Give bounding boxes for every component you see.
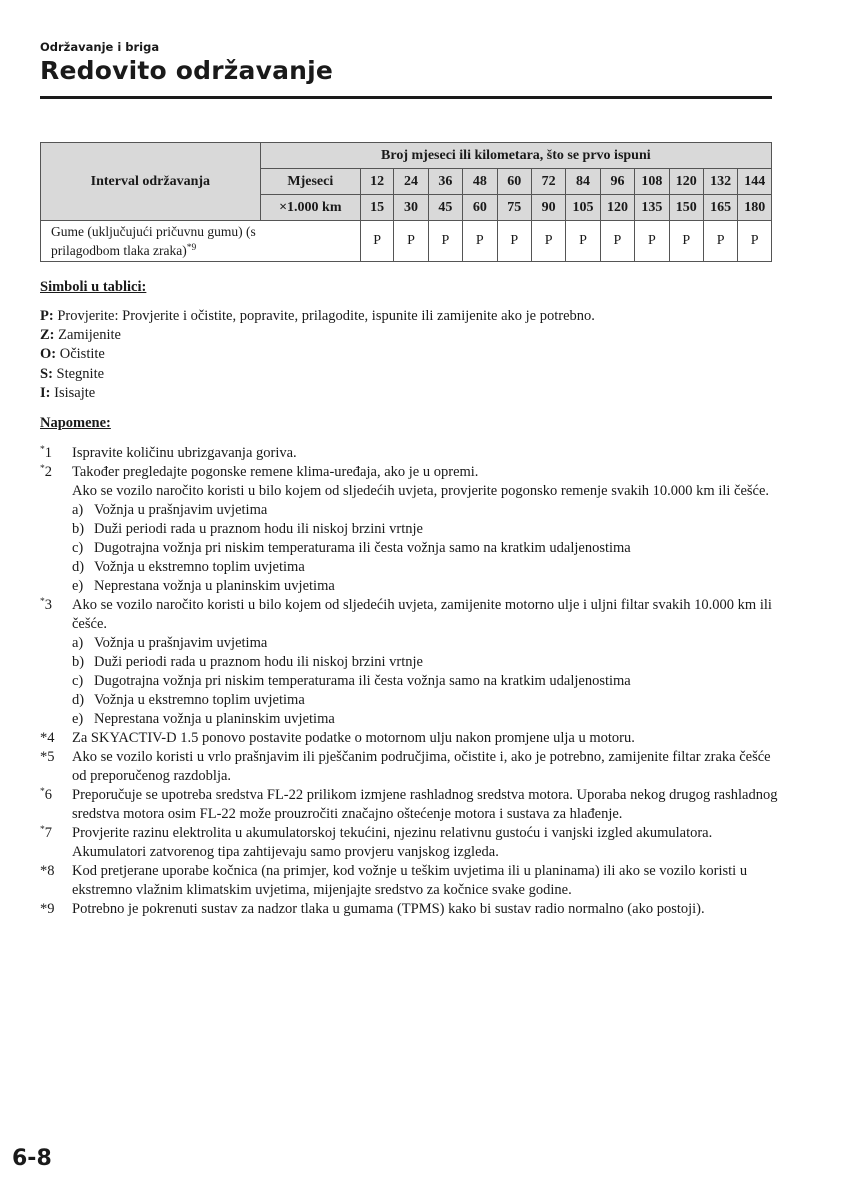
note-mark: *6 bbox=[40, 787, 52, 803]
note-text: Ako se vozilo naročito koristi u bilo kojem od sljedećih uvjeta, provjerite pogonsko remenje svakih 10.000 km ili češće. bbox=[72, 483, 770, 499]
condition-item: a) Vožnja u prašnjavim uvjetima bbox=[72, 502, 268, 518]
symbols-list bbox=[40, 307, 595, 403]
condition-item: d) Vožnja u ekstremno toplim uvjetima bbox=[72, 692, 305, 708]
symbol-item bbox=[40, 384, 595, 403]
page-number: 6-8 bbox=[12, 1146, 52, 1171]
symbol-item bbox=[40, 326, 595, 345]
table-cell: P bbox=[635, 221, 669, 262]
symbol-item bbox=[40, 365, 595, 384]
symbols-heading: Simboli u tablici: bbox=[40, 279, 147, 295]
section-label: Održavanje i briga bbox=[40, 40, 160, 54]
note-mark: *2 bbox=[40, 464, 52, 480]
km-cell: 120 bbox=[600, 195, 634, 221]
months-cell: 144 bbox=[738, 169, 772, 195]
note-text: Potrebno je pokrenuti sustav za nadzor tlaka u gumama (TPMS) kako bi sustav radio normalno (ako postoji). bbox=[72, 901, 705, 917]
condition-item: e) Neprestana vožnja u planinskim uvjetima bbox=[72, 578, 335, 594]
table-cell: P bbox=[600, 221, 634, 262]
months-cell: 120 bbox=[669, 169, 703, 195]
item-line1: Gume (uključujući pričuvnu gumu) (s bbox=[51, 224, 256, 239]
km-cell: 90 bbox=[531, 195, 565, 221]
symbol-text: Očistite bbox=[59, 346, 105, 363]
note-mark: *9 bbox=[40, 901, 55, 917]
months-cell: 132 bbox=[703, 169, 737, 195]
item-note-mark: *9 bbox=[186, 243, 197, 253]
note-mark: *3 bbox=[40, 597, 52, 613]
table-cell: P bbox=[394, 221, 428, 262]
table-cell: P bbox=[566, 221, 600, 262]
km-cell: 75 bbox=[497, 195, 531, 221]
note-7 bbox=[40, 824, 780, 862]
note-text: Također pregledajte pogonske remene klima-uređaja, ako je u opremi. bbox=[72, 464, 479, 480]
condition-item: a) Vožnja u prašnjavim uvjetima bbox=[72, 635, 268, 651]
km-label: ×1.000 km bbox=[260, 195, 360, 221]
note-mark: *8 bbox=[40, 863, 55, 879]
condition-item: b) Duži periodi rada u praznom hodu ili niskoj brzini vrtnje bbox=[72, 521, 423, 537]
symbol-key: O: bbox=[40, 346, 57, 363]
note-mark: *5 bbox=[40, 749, 55, 765]
km-cell: 165 bbox=[703, 195, 737, 221]
km-cell: 180 bbox=[738, 195, 772, 221]
months-cell: 84 bbox=[566, 169, 600, 195]
title-rule bbox=[40, 96, 772, 99]
symbol-item bbox=[40, 307, 595, 326]
note-6 bbox=[40, 786, 780, 824]
note-8 bbox=[40, 862, 780, 900]
months-cell: 24 bbox=[394, 169, 428, 195]
condition-item: e) Neprestana vožnja u planinskim uvjetima bbox=[72, 711, 335, 727]
km-cell: 105 bbox=[566, 195, 600, 221]
page-title: Redovito održavanje bbox=[40, 56, 334, 85]
table-cell: P bbox=[738, 221, 772, 262]
condition-item: b) Duži periodi rada u praznom hodu ili niskoj brzini vrtnje bbox=[72, 654, 423, 670]
km-cell: 135 bbox=[635, 195, 669, 221]
notes-list bbox=[40, 444, 780, 919]
note-4 bbox=[40, 729, 780, 748]
span-header: Broj mjeseci ili kilometara, što se prvo ispuni bbox=[260, 143, 771, 169]
table-cell: P bbox=[703, 221, 737, 262]
note-text: Ispravite količinu ubrizgavanja goriva. bbox=[72, 445, 297, 461]
note-mark: *4 bbox=[40, 730, 55, 746]
condition-item: c) Dugotrajna vožnja pri niskim temperaturama ili česta vožnja samo na kratkim udaljenostima bbox=[72, 540, 631, 556]
note-text: Provjerite razinu elektrolita u akumulatorskoj tekućini, njezinu relativnu gustoću i vanjski izgled akumulatora. Akumulatori zatvorenog tipa zahtijevaju samo provjeru vanjskog izgleda. bbox=[72, 825, 713, 860]
symbol-key: S: bbox=[40, 365, 53, 382]
km-cell: 45 bbox=[428, 195, 462, 221]
notes-heading: Napomene: bbox=[40, 415, 111, 431]
months-cell: 60 bbox=[497, 169, 531, 195]
table-cell: P bbox=[497, 221, 531, 262]
months-cell: 48 bbox=[463, 169, 497, 195]
symbol-text: Provjerite: Provjerite i očistite, popravite, prilagodite, ispunite ili zamijenite ako je potrebno. bbox=[57, 308, 595, 324]
note-text: Preporučuje se upotreba sredstva FL-22 prilikom izmjene rashladnog sredstva motora. Uporaba nekog drugog rashladnog sredstva motora osim FL-22 može prouzročiti značajno oštećenje motora i sustava za hlađenje. bbox=[72, 787, 778, 822]
table-cell: P bbox=[463, 221, 497, 262]
symbol-item bbox=[40, 345, 595, 364]
months-cell: 36 bbox=[428, 169, 462, 195]
note-2 bbox=[40, 463, 780, 596]
note-mark: *7 bbox=[40, 825, 52, 841]
symbol-key: Z: bbox=[40, 327, 55, 344]
km-cell: 30 bbox=[394, 195, 428, 221]
km-cell: 15 bbox=[360, 195, 393, 221]
km-cell: 60 bbox=[463, 195, 497, 221]
table-cell: P bbox=[360, 221, 393, 262]
note-text: Za SKYACTIV-D 1.5 ponovo postavite podatke o motornom ulju nakon promjene ulja u motoru. bbox=[72, 730, 635, 746]
table-row-item bbox=[41, 221, 361, 262]
months-cell: 72 bbox=[531, 169, 565, 195]
symbol-key: I: bbox=[40, 384, 51, 401]
note-9 bbox=[40, 900, 780, 919]
condition-item: c) Dugotrajna vožnja pri niskim temperaturama ili česta vožnja samo na kratkim udaljenostima bbox=[72, 673, 631, 689]
symbol-text: Stegnite bbox=[56, 365, 105, 382]
condition-item: d) Vožnja u ekstremno toplim uvjetima bbox=[72, 559, 305, 575]
note-text: Kod pretjerane uporabe kočnica (na primjer, kod vožnje u teškim uvjetima ili u planinama) ili ako se vozilo koristi u ekstremno vlažnim klimatskim uvjetima, mijenjajte sredstvo za kočnice svake godine. bbox=[72, 863, 748, 898]
note-5 bbox=[40, 748, 780, 786]
table-cell: P bbox=[428, 221, 462, 262]
note-text: Ako se vozilo koristi u vrlo prašnjavim ili pješčanim područjima, očistite i, ako je potrebno, zamijenite filtar zraka češće od preporučenog razdoblja. bbox=[72, 749, 771, 784]
interval-header: Interval održavanja bbox=[41, 143, 261, 221]
note-1 bbox=[40, 444, 780, 463]
months-cell: 108 bbox=[635, 169, 669, 195]
table-cell: P bbox=[531, 221, 565, 262]
months-cell: 12 bbox=[360, 169, 393, 195]
km-cell: 150 bbox=[669, 195, 703, 221]
maintenance-table bbox=[40, 142, 772, 262]
note-text: Ako se vozilo naročito koristi u bilo kojem od sljedećih uvjeta, zamijenite motorno ulje i uljni filtar svakih 10.000 km ili češće. bbox=[72, 597, 772, 632]
symbol-key: P: bbox=[40, 308, 54, 324]
months-cell: 96 bbox=[600, 169, 634, 195]
note-mark: *1 bbox=[40, 445, 52, 461]
symbol-text: Isisajte bbox=[54, 384, 96, 401]
months-label: Mjeseci bbox=[260, 169, 360, 195]
table-cell: P bbox=[669, 221, 703, 262]
note-3 bbox=[40, 596, 780, 729]
item-line2: prilagodbom tlaka zraka) bbox=[51, 243, 187, 258]
symbol-text: Zamijenite bbox=[58, 327, 121, 344]
